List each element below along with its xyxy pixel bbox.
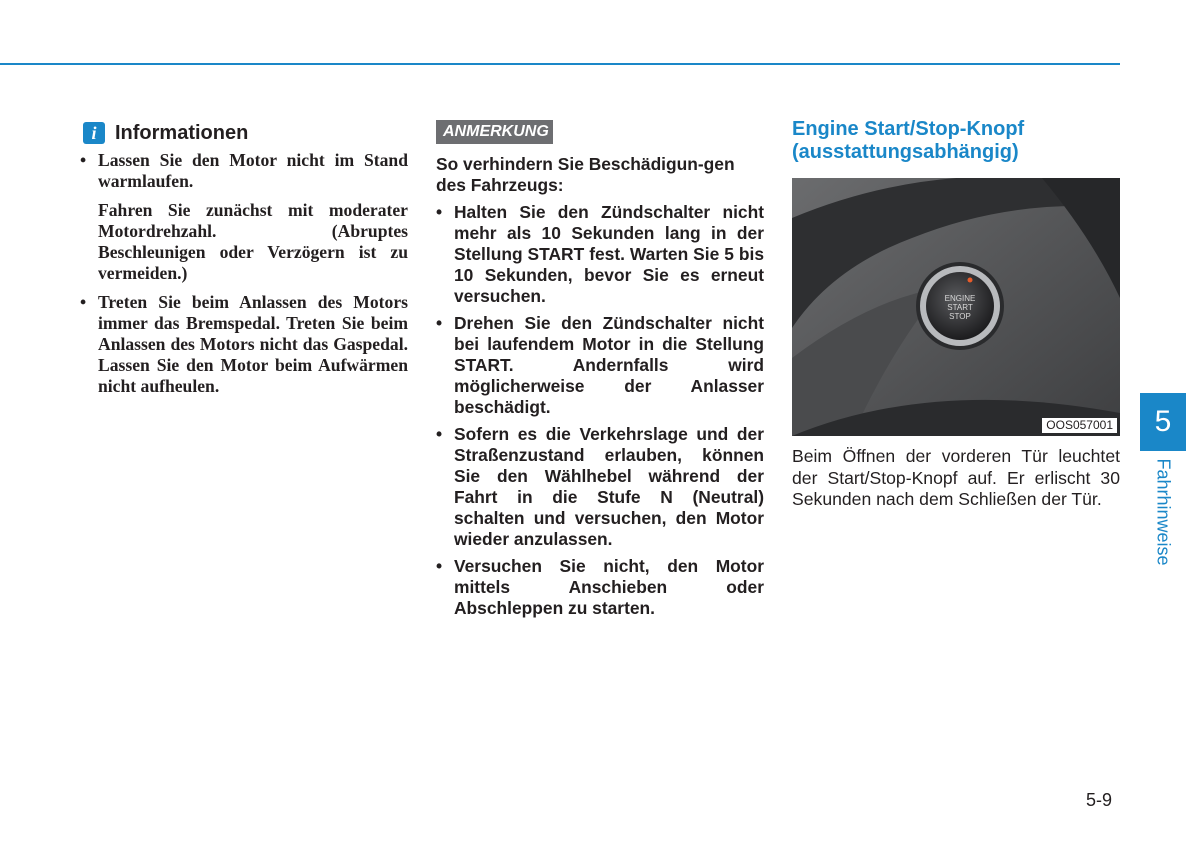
button-label-stop: STOP	[949, 312, 971, 321]
list-item	[80, 150, 408, 284]
top-rule	[0, 63, 1120, 65]
info-item-1-sub: Fahren Sie zunächst mit moderater Motordrehzahl. (Abruptes Beschleunigen oder Verzögern ist zu vermeiden.)	[98, 200, 408, 283]
engine-button-photo	[792, 178, 1120, 436]
photo-illustration	[792, 178, 1120, 436]
page-number: 5-9	[1086, 790, 1113, 810]
section-title: Engine Start/Stop-Knopf (ausstattungsabhängig)	[792, 118, 1025, 163]
list-item: • Halten Sie den Zündschalter nicht mehr als 10 Sekunden lang in der Stellung START fest. Warten Sie 5 bis 10 Sekunden, bevor Sie es erneut versuchen.	[436, 202, 764, 307]
figure-code: OOS057001	[1042, 418, 1117, 433]
note-intro: So verhindern Sie Beschädigun-gen des Fahrzeugs:	[436, 154, 735, 195]
note-list	[436, 202, 764, 619]
chapter-label: Fahrhinweise	[1153, 458, 1174, 566]
info-column	[80, 122, 408, 405]
list-item: • Sofern es die Verkehrslage und der Straßenzustand erlauben, können Sie den Wählhebel während der Fahrt in die Stufe N (Neutral) schalten und versuchen, den Motor wieder anzulassen.	[436, 424, 764, 550]
button-label-engine: ENGINE	[944, 294, 976, 303]
info-icon: i	[83, 122, 105, 144]
note-badge: ANMERKUNG	[436, 120, 553, 144]
info-list	[80, 150, 408, 397]
info-item-2-text: • Treten Sie beim Anlassen des Motors immer das Bremspedal. Treten Sie beim Anlassen des Motors nicht das Gaspedal. Lassen Sie den Motor beim Aufwärmen nicht aufheulen.	[98, 292, 408, 396]
info-item-1-text: • Lassen Sie den Motor nicht im Stand warmlaufen.	[98, 150, 408, 191]
info-heading	[80, 122, 408, 144]
list-item: • Drehen Sie den Zündschalter nicht bei laufendem Motor in die Stellung START. Andernfalls wird möglicherweise der Anlasser beschädigt.	[436, 313, 764, 418]
note-column	[436, 120, 764, 625]
section-body: Beim Öffnen der vorderen Tür leuchtet der Start/Stop-Knopf auf. Er erlischt 30 Sekunden nach dem Schließen der Tür.	[792, 446, 1120, 509]
chapter-number-tab: 5	[1140, 393, 1186, 451]
button-label-start: START	[947, 303, 973, 312]
list-item	[80, 292, 408, 397]
section-column	[792, 118, 1120, 511]
list-item: • Versuchen Sie nicht, den Motor mittels Anschieben oder Abschleppen zu starten.	[436, 556, 764, 619]
info-title: Informationen	[115, 121, 249, 144]
